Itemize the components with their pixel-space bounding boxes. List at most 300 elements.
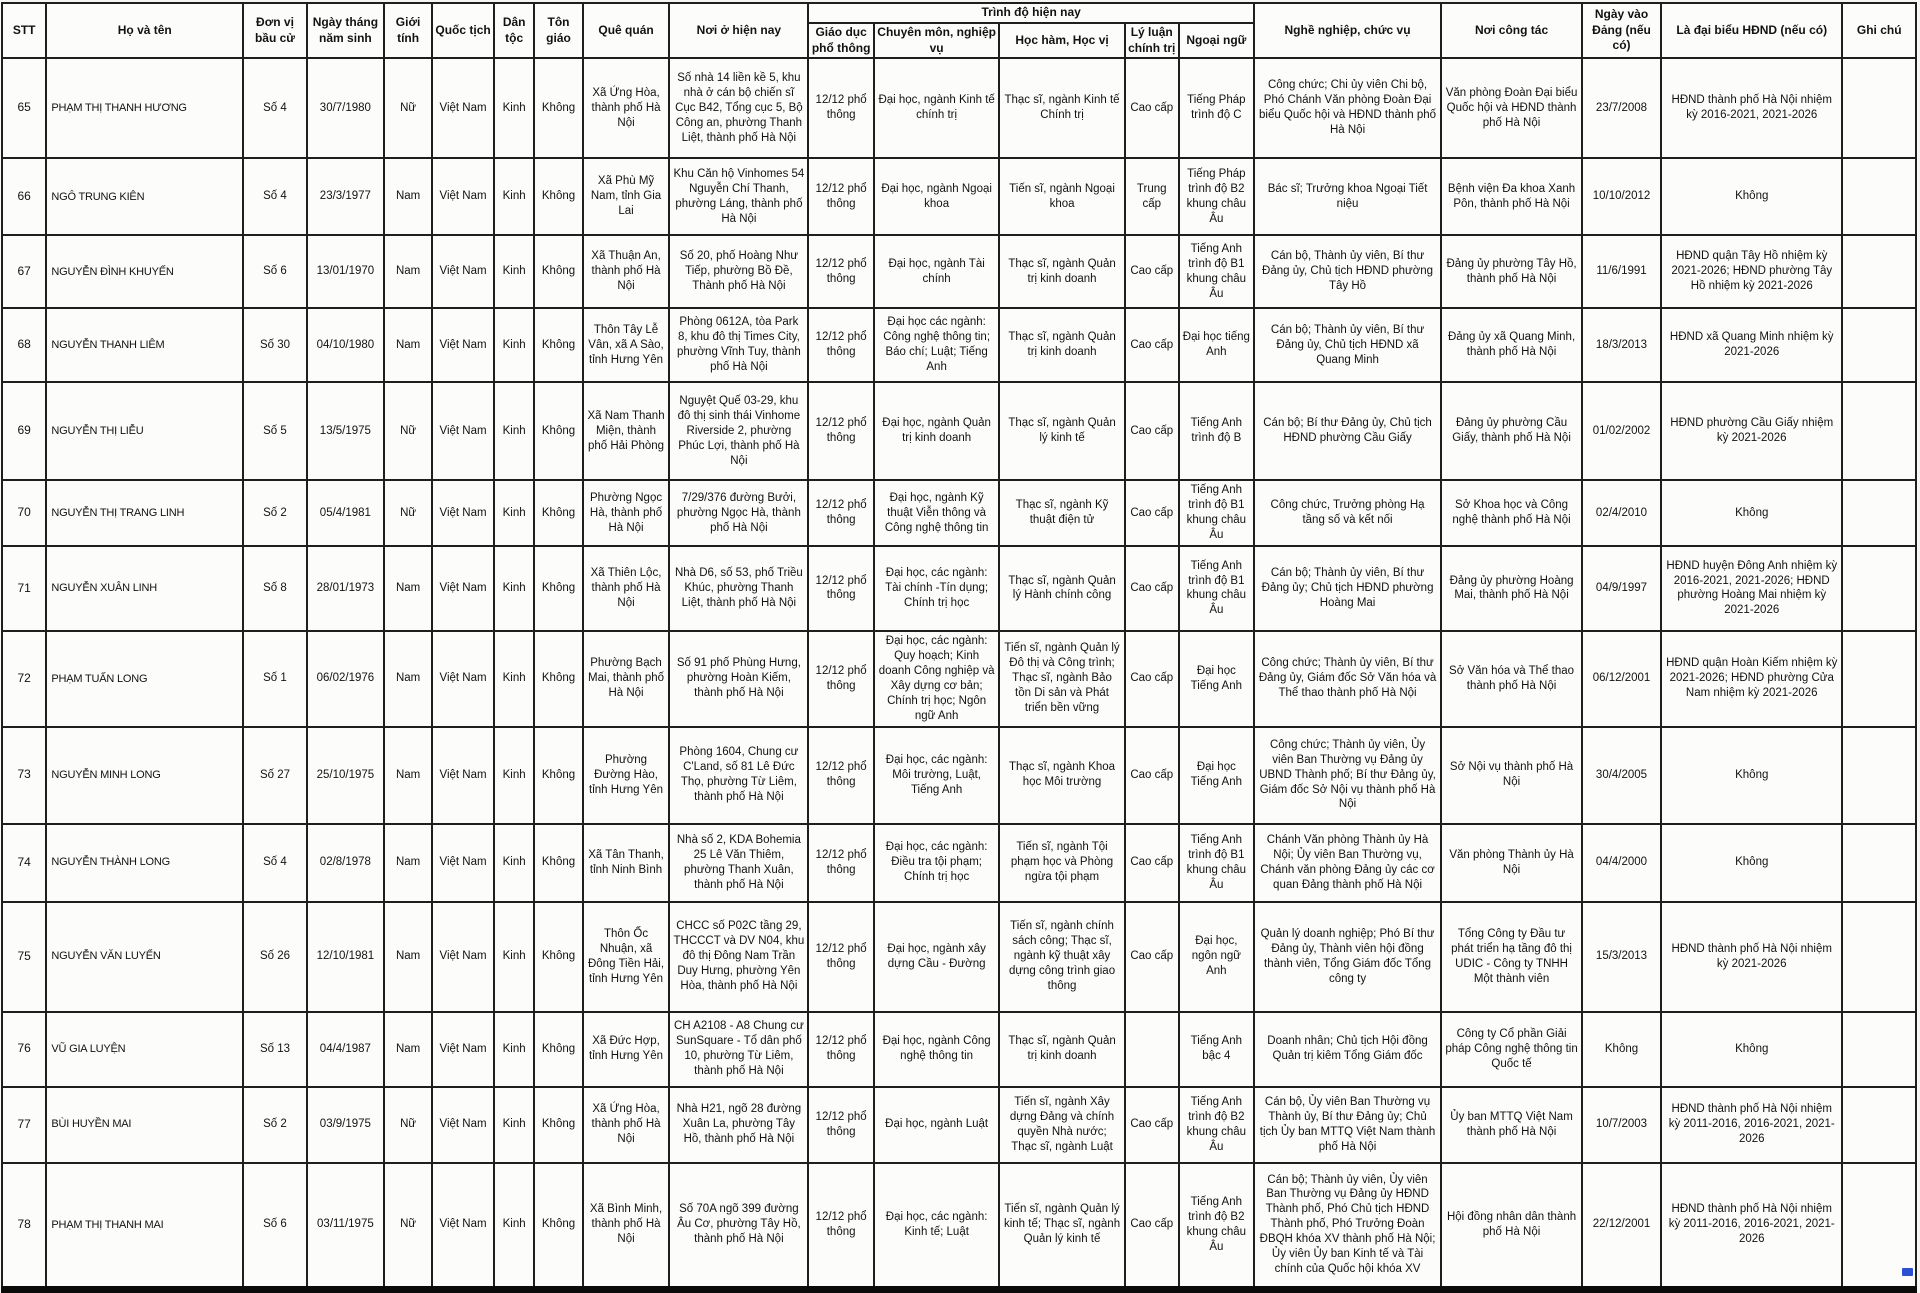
cell-nghe-nghiep: Công chức, Trưởng phòng Hạ tầng số và kết nối — [1254, 480, 1441, 546]
cell-ghi-chu — [1842, 235, 1916, 308]
cell-nghe-nghiep: Công chức; Thành ủy viên, Ủy viên Ban Thường vụ Đảng ủy UBND Thành phố; Bí thư Đảng ủy, Giám đốc Sở Nội vụ thành phố Hà Nội — [1254, 727, 1441, 824]
cell-dan-toc: Kinh — [494, 1163, 535, 1290]
cell-noi-o: Phòng 1604, Chung cư C'Land, số 81 Lê Đức Thọ, phường Từ Liêm, thành phố Hà Nội — [669, 727, 808, 824]
cell-ngoai-ngu: Tiếng Pháp trình độ B2 khung châu Âu — [1179, 158, 1254, 235]
cell-gioi-tinh: Nam — [384, 158, 432, 235]
cell-nghe-nghiep: Cán bộ; Bí thư Đảng ủy, Chủ tịch HĐND phường Cầu Giấy — [1254, 382, 1441, 480]
cell-giao-duc: 12/12 phổ thông — [808, 308, 874, 382]
cell-gioi-tinh: Nữ — [384, 480, 432, 546]
cell-gioi-tinh: Nam — [384, 546, 432, 631]
cell-ngay-sinh: 06/02/1976 — [307, 631, 384, 727]
cell-name: BÙI HUYỀN MAI — [46, 1087, 243, 1163]
cell-que-quan: Phường Đường Hào, tỉnh Hưng Yên — [583, 727, 670, 824]
cell-quoc-tich: Việt Nam — [432, 58, 494, 158]
cell-noi-cong-tac: Tổng Công ty Đầu tư phát triển hạ tầng đô thị UDIC - Công ty TNHH Một thành viên — [1441, 902, 1582, 1012]
cell-ngoai-ngu: Tiếng Anh trình độ B2 khung châu Âu — [1179, 1087, 1254, 1163]
cell-hoc-ham: Thạc sĩ, ngành Quản trị kinh doanh — [999, 308, 1124, 382]
cell-stt: 78 — [2, 1163, 46, 1290]
cell-quoc-tich: Việt Nam — [432, 902, 494, 1012]
cell-hoc-ham: Thạc sĩ, ngành Quản lý Hành chính công — [999, 546, 1124, 631]
cell-dai-bieu-hdnd: HĐND thành phố Hà Nội nhiệm kỳ 2016-2021, 2021-2026 — [1661, 58, 1842, 158]
cell-ngay-vao-dang: Không — [1582, 1012, 1661, 1087]
col-header-ngay-vao-dang: Ngày vào Đảng (nếu có) — [1582, 3, 1661, 58]
cell-dan-toc: Kinh — [494, 308, 535, 382]
cell-noi-o: Số 70A ngõ 399 đường Âu Cơ, phường Tây Hồ, thành phố Hà Nội — [669, 1163, 808, 1290]
cell-chuyen-mon: Đại học, ngành Tài chính — [874, 235, 999, 308]
col-header-chuyen-mon: Chuyên môn, nghiệp vụ — [874, 23, 999, 58]
table-row — [2, 631, 1916, 727]
cell-nghe-nghiep: Chánh Văn phòng Thành ủy Hà Nội; Ủy viên Ban Thường vụ, Chánh văn phòng Đảng ủy các cơ quan Đảng thành phố Hà Nội — [1254, 824, 1441, 902]
table-row — [2, 382, 1916, 480]
table-row — [2, 824, 1916, 902]
col-header-nghe-nghiep: Nghề nghiệp, chức vụ — [1254, 3, 1441, 58]
cell-stt: 73 — [2, 727, 46, 824]
cell-chuyen-mon: Đại học các ngành: Công nghệ thông tin; Báo chí; Luật; Tiếng Anh — [874, 308, 999, 382]
cell-dai-bieu-hdnd: Không — [1661, 480, 1842, 546]
cell-giao-duc: 12/12 phổ thông — [808, 480, 874, 546]
cell-chuyen-mon: Đại học, các ngành: Điều tra tội phạm; Chính trị học — [874, 824, 999, 902]
cell-quoc-tich: Việt Nam — [432, 382, 494, 480]
cell-ngoai-ngu: Tiếng Anh bậc 4 — [1179, 1012, 1254, 1087]
cell-ghi-chu — [1842, 1012, 1916, 1087]
table-row — [2, 235, 1916, 308]
cell-name: NGUYỄN ĐÌNH KHUYẾN — [46, 235, 243, 308]
cell-ly-luan: Cao cấp — [1125, 58, 1179, 158]
cell-que-quan: Xã Ứng Hòa, thành phố Hà Nội — [583, 58, 670, 158]
cell-que-quan: Xã Ứng Hòa, thành phố Hà Nội — [583, 1087, 670, 1163]
cell-noi-o: Nhà D6, số 53, phố Triều Khúc, phường Thanh Liệt, thành phố Hà Nội — [669, 546, 808, 631]
cell-ngay-sinh: 25/10/1975 — [307, 727, 384, 824]
cell-giao-duc: 12/12 phổ thông — [808, 58, 874, 158]
cell-ngay-vao-dang: 02/4/2010 — [1582, 480, 1661, 546]
table-row — [2, 58, 1916, 158]
col-header-gioi-tinh: Giới tính — [384, 3, 432, 58]
col-header-quoc-tich: Quốc tịch — [432, 3, 494, 58]
cell-noi-o: CH A2108 - A8 Chung cư SunSquare - Tổ dân phố 10, phường Từ Liêm, thành phố Hà Nội — [669, 1012, 808, 1087]
cell-noi-o: Phòng 0612A, tòa Park 8, khu đô thị Times City, phường Vĩnh Tuy, thành phố Hà Nội — [669, 308, 808, 382]
cell-dan-toc: Kinh — [494, 382, 535, 480]
cell-que-quan: Xã Đức Hợp, tỉnh Hưng Yên — [583, 1012, 670, 1087]
cell-giao-duc: 12/12 phổ thông — [808, 546, 874, 631]
cell-chuyen-mon: Đại học, ngành Công nghệ thông tin — [874, 1012, 999, 1087]
cell-gioi-tinh: Nữ — [384, 1087, 432, 1163]
cell-chuyen-mon: Đại học, các ngành: Môi trường, Luật, Tiếng Anh — [874, 727, 999, 824]
cell-hoc-ham: Thạc sĩ, ngành Khoa học Môi trường — [999, 727, 1124, 824]
cell-don-vi: Số 4 — [243, 158, 307, 235]
cell-stt: 67 — [2, 235, 46, 308]
cell-chuyen-mon: Đại học, ngành Quản trị kinh doanh — [874, 382, 999, 480]
cell-ly-luan: Cao cấp — [1125, 631, 1179, 727]
table-row — [2, 546, 1916, 631]
cell-noi-cong-tac: Đảng ủy xã Quang Minh, thành phố Hà Nội — [1441, 308, 1582, 382]
cell-noi-o: Số 20, phố Hoàng Như Tiếp, phường Bồ Đề, Thành phố Hà Nội — [669, 235, 808, 308]
cell-que-quan: Xã Thuận An, thành phố Hà Nội — [583, 235, 670, 308]
table-row — [2, 158, 1916, 235]
cell-dai-bieu-hdnd: Không — [1661, 1012, 1842, 1087]
cell-gioi-tinh: Nữ — [384, 382, 432, 480]
cell-giao-duc: 12/12 phổ thông — [808, 1087, 874, 1163]
cell-dai-bieu-hdnd: HĐND quận Hoàn Kiếm nhiệm kỳ 2021-2026; HĐND phường Cửa Nam nhiệm kỳ 2021-2026 — [1661, 631, 1842, 727]
cell-don-vi: Số 4 — [243, 58, 307, 158]
cell-stt: 65 — [2, 58, 46, 158]
cell-gioi-tinh: Nam — [384, 1012, 432, 1087]
cell-ngoai-ngu: Tiếng Anh trình độ B1 khung châu Âu — [1179, 824, 1254, 902]
table-row — [2, 727, 1916, 824]
cell-don-vi: Số 30 — [243, 308, 307, 382]
cell-ghi-chu — [1842, 58, 1916, 158]
cell-ngay-sinh: 02/8/1978 — [307, 824, 384, 902]
cell-ngoai-ngu: Tiếng Pháp trình độ C — [1179, 58, 1254, 158]
cell-don-vi: Số 6 — [243, 235, 307, 308]
cell-que-quan: Xã Bình Minh, thành phố Hà Nội — [583, 1163, 670, 1290]
cell-noi-cong-tac: Hội đồng nhân dân thành phố Hà Nội — [1441, 1163, 1582, 1290]
cell-dan-toc: Kinh — [494, 158, 535, 235]
cell-ton-giao: Không — [534, 1087, 582, 1163]
cell-ly-luan: Trung cấp — [1125, 158, 1179, 235]
cell-ly-luan — [1125, 1012, 1179, 1087]
cell-ngay-vao-dang: 04/9/1997 — [1582, 546, 1661, 631]
cell-ton-giao: Không — [534, 727, 582, 824]
cell-que-quan: Thôn Tây Lễ Vân, xã A Sào, tỉnh Hưng Yên — [583, 308, 670, 382]
cell-ngay-vao-dang: 06/12/2001 — [1582, 631, 1661, 727]
cell-nghe-nghiep: Bác sĩ; Trưởng khoa Ngoại Tiết niệu — [1254, 158, 1441, 235]
cell-ton-giao: Không — [534, 1163, 582, 1290]
cell-ly-luan: Cao cấp — [1125, 382, 1179, 480]
cell-gioi-tinh: Nam — [384, 902, 432, 1012]
cell-name: NGUYỄN THÀNH LONG — [46, 824, 243, 902]
cell-stt: 74 — [2, 824, 46, 902]
cell-noi-cong-tac: Văn phòng Đoàn Đại biểu Quốc hội và HĐND thành phố Hà Nội — [1441, 58, 1582, 158]
cell-dan-toc: Kinh — [494, 727, 535, 824]
cell-ton-giao: Không — [534, 480, 582, 546]
cell-noi-o: 7/29/376 đường Bưởi, phường Ngọc Hà, thành phố Hà Nội — [669, 480, 808, 546]
cell-stt: 72 — [2, 631, 46, 727]
cell-ngoai-ngu: Tiếng Anh trình độ B — [1179, 382, 1254, 480]
col-header-ghi-chu: Ghi chú — [1842, 3, 1916, 58]
table-row — [2, 902, 1916, 1012]
table-header — [2, 3, 1916, 58]
cell-ly-luan: Cao cấp — [1125, 308, 1179, 382]
cell-noi-o: Khu Căn hộ Vinhomes 54 Nguyễn Chí Thanh, phường Láng, thành phố Hà Nội — [669, 158, 808, 235]
cell-chuyen-mon: Đại học, các ngành: Tài chính -Tín dụng; Chính trị học — [874, 546, 999, 631]
cell-dai-bieu-hdnd: Không — [1661, 158, 1842, 235]
cell-dan-toc: Kinh — [494, 1087, 535, 1163]
cell-ngay-sinh: 05/4/1981 — [307, 480, 384, 546]
cell-gioi-tinh: Nam — [384, 235, 432, 308]
cell-noi-o: Số 91 phố Phùng Hưng, phường Hoàn Kiếm, thành phố Hà Nội — [669, 631, 808, 727]
col-header-dai-bieu-hdnd: Là đại biểu HĐND (nếu có) — [1661, 3, 1842, 58]
cell-hoc-ham: Tiến sĩ, ngành Tội phạm học và Phòng ngừa tội phạm — [999, 824, 1124, 902]
col-header-giao-duc: Giáo dục phổ thông — [808, 23, 874, 58]
cell-stt: 75 — [2, 902, 46, 1012]
cell-ngay-vao-dang: 11/6/1991 — [1582, 235, 1661, 308]
cell-noi-o: Nguyệt Quế 03-29, khu đô thị sinh thái Vinhome Riverside 2, phường Phúc Lợi, thành phố Hà Nội — [669, 382, 808, 480]
cell-hoc-ham: Thạc sĩ, ngành Quản trị kinh doanh — [999, 235, 1124, 308]
cell-noi-cong-tac: Sở Văn hóa và Thể thao thành phố Hà Nội — [1441, 631, 1582, 727]
cell-name: NGUYỄN THỊ LIỄU — [46, 382, 243, 480]
cell-don-vi: Số 8 — [243, 546, 307, 631]
cell-giao-duc: 12/12 phổ thông — [808, 1012, 874, 1087]
cell-giao-duc: 12/12 phổ thông — [808, 158, 874, 235]
cell-ton-giao: Không — [534, 158, 582, 235]
cell-don-vi: Số 1 — [243, 631, 307, 727]
cell-quoc-tich: Việt Nam — [432, 631, 494, 727]
col-header-ngay-sinh: Ngày tháng năm sinh — [307, 3, 384, 58]
cell-ghi-chu — [1842, 158, 1916, 235]
cell-dan-toc: Kinh — [494, 1012, 535, 1087]
cell-giao-duc: 12/12 phổ thông — [808, 727, 874, 824]
cell-chuyen-mon: Đại học, ngành Luật — [874, 1087, 999, 1163]
cell-ly-luan: Cao cấp — [1125, 727, 1179, 824]
cell-nghe-nghiep: Cán bộ, Thành ủy viên, Bí thư Đảng ủy, Chủ tịch HĐND phường Tây Hồ — [1254, 235, 1441, 308]
cell-nghe-nghiep: Cán bộ; Thành ủy viên, Bí thư Đảng ủy, Chủ tịch HĐND xã Quang Minh — [1254, 308, 1441, 382]
cell-dan-toc: Kinh — [494, 631, 535, 727]
cell-dan-toc: Kinh — [494, 902, 535, 1012]
cell-name: VŨ GIA LUYỆN — [46, 1012, 243, 1087]
cell-hoc-ham: Tiến sĩ, ngành chính sách công; Thạc sĩ, ngành kỹ thuật xây dựng công trình giao thông — [999, 902, 1124, 1012]
cell-que-quan: Xã Nam Thanh Miện, thành phố Hải Phòng — [583, 382, 670, 480]
cell-giao-duc: 12/12 phổ thông — [808, 1163, 874, 1290]
cell-don-vi: Số 2 — [243, 1087, 307, 1163]
cell-don-vi: Số 5 — [243, 382, 307, 480]
col-header-ly-luan: Lý luận chính trị — [1125, 23, 1179, 58]
cell-quoc-tich: Việt Nam — [432, 480, 494, 546]
cell-chuyen-mon: Đại học, ngành Kỹ thuật Viễn thông và Công nghệ thông tin — [874, 480, 999, 546]
col-header-ngoai-ngu: Ngoại ngữ — [1179, 23, 1254, 58]
cell-dai-bieu-hdnd: HĐND xã Quang Minh nhiệm kỳ 2021-2026 — [1661, 308, 1842, 382]
cell-que-quan: Phường Ngọc Hà, thành phố Hà Nội — [583, 480, 670, 546]
cell-dan-toc: Kinh — [494, 824, 535, 902]
cell-dai-bieu-hdnd: HĐND thành phố Hà Nội nhiệm kỳ 2011-2016, 2016-2021, 2021-2026 — [1661, 1163, 1842, 1290]
cell-nghe-nghiep: Công chức; Thành ủy viên, Bí thư Đảng ủy, Giám đốc Sở Văn hóa và Thể thao thành phố Hà Nội — [1254, 631, 1441, 727]
cell-giao-duc: 12/12 phổ thông — [808, 902, 874, 1012]
cell-hoc-ham: Tiến sĩ, ngành Quản lý Đô thị và Công trình; Thạc sĩ, ngành Bảo tồn Di sản và Phát triển bền vững — [999, 631, 1124, 727]
cell-chuyen-mon: Đại học, ngành xây dựng Cầu - Đường — [874, 902, 999, 1012]
cell-ghi-chu — [1842, 631, 1916, 727]
cell-chuyen-mon: Đại học, ngành Kinh tế chính trị — [874, 58, 999, 158]
cell-name: PHẠM THỊ THANH MAI — [46, 1163, 243, 1290]
cell-ngay-sinh: 04/4/1987 — [307, 1012, 384, 1087]
cell-que-quan: Thôn Ốc Nhuận, xã Đông Tiền Hải, tỉnh Hưng Yên — [583, 902, 670, 1012]
cell-noi-cong-tac: Đảng ủy phường Cầu Giấy, thành phố Hà Nội — [1441, 382, 1582, 480]
cell-dai-bieu-hdnd: HĐND phường Cầu Giấy nhiệm kỳ 2021-2026 — [1661, 382, 1842, 480]
cell-ton-giao: Không — [534, 546, 582, 631]
cell-name: NGUYỄN XUÂN LINH — [46, 546, 243, 631]
cell-dan-toc: Kinh — [494, 235, 535, 308]
cell-gioi-tinh: Nữ — [384, 1163, 432, 1290]
cell-quoc-tich: Việt Nam — [432, 235, 494, 308]
delegate-info-table — [1, 2, 1917, 1293]
table-body — [2, 58, 1916, 1289]
cell-gioi-tinh: Nam — [384, 727, 432, 824]
cell-gioi-tinh: Nam — [384, 308, 432, 382]
cell-quoc-tich: Việt Nam — [432, 546, 494, 631]
cell-name: PHẠM TUẤN LONG — [46, 631, 243, 727]
cell-name: NGUYỄN THỊ TRANG LINH — [46, 480, 243, 546]
col-header-hoc-ham: Học hàm, Học vị — [999, 23, 1124, 58]
table-row — [2, 1163, 1916, 1290]
col-header-noi-cong-tac: Nơi công tác — [1441, 3, 1582, 58]
table-row — [2, 1012, 1916, 1087]
col-header-don-vi: Đơn vị bầu cử — [243, 3, 307, 58]
cell-chuyen-mon: Đại học, các ngành: Quy hoạch; Kinh doanh Công nghiệp và Xây dựng cơ bản; Chính trị học; Ngôn ngữ Anh — [874, 631, 999, 727]
cell-que-quan: Xã Phù Mỹ Nam, tỉnh Gia Lai — [583, 158, 670, 235]
col-header-noi-o: Nơi ở hiện nay — [669, 3, 808, 58]
cell-ngay-vao-dang: 15/3/2013 — [1582, 902, 1661, 1012]
cell-ngay-sinh: 03/9/1975 — [307, 1087, 384, 1163]
cell-ngay-sinh: 28/01/1973 — [307, 546, 384, 631]
cell-ngoai-ngu: Đại học, ngôn ngữ Anh — [1179, 902, 1254, 1012]
cell-ngay-vao-dang: 10/7/2003 — [1582, 1087, 1661, 1163]
cell-noi-cong-tac: Sở Khoa học và Công nghệ thành phố Hà Nội — [1441, 480, 1582, 546]
cell-giao-duc: 12/12 phổ thông — [808, 382, 874, 480]
cell-ngoai-ngu: Đại học tiếng Anh — [1179, 308, 1254, 382]
cell-ngoai-ngu: Tiếng Anh trình độ B1 khung châu Âu — [1179, 546, 1254, 631]
cell-hoc-ham: Tiến sĩ, ngành Xây dựng Đảng và chính quyền Nhà nước; Thạc sĩ, ngành Luật — [999, 1087, 1124, 1163]
cell-ton-giao: Không — [534, 382, 582, 480]
scanned-document-page — [0, 2, 1918, 1279]
cell-nghe-nghiep: Công chức; Chi ủy viên Chi bộ, Phó Chánh Văn phòng Đoàn Đại biểu Quốc hội và HĐND thành phố Hà Nội — [1254, 58, 1441, 158]
cell-noi-cong-tac: Công ty Cổ phần Giải pháp Công nghệ thông tin Quốc tế — [1441, 1012, 1582, 1087]
cell-ly-luan: Cao cấp — [1125, 235, 1179, 308]
cell-ngay-sinh: 03/11/1975 — [307, 1163, 384, 1290]
cell-ly-luan: Cao cấp — [1125, 824, 1179, 902]
cell-ghi-chu — [1842, 1087, 1916, 1163]
cell-quoc-tich: Việt Nam — [432, 308, 494, 382]
cell-ngay-sinh: 13/5/1975 — [307, 382, 384, 480]
cell-quoc-tich: Việt Nam — [432, 1087, 494, 1163]
cell-ton-giao: Không — [534, 824, 582, 902]
cell-ngay-sinh: 30/7/1980 — [307, 58, 384, 158]
col-header-stt: STT — [2, 3, 46, 58]
cell-don-vi: Số 6 — [243, 1163, 307, 1290]
cell-stt: 77 — [2, 1087, 46, 1163]
cell-ly-luan: Cao cấp — [1125, 1163, 1179, 1290]
cell-hoc-ham: Thạc sĩ, ngành Quản lý kinh tế — [999, 382, 1124, 480]
cell-ngay-vao-dang: 30/4/2005 — [1582, 727, 1661, 824]
cell-ngoai-ngu: Tiếng Anh trình độ B1 khung châu Âu — [1179, 235, 1254, 308]
cell-noi-cong-tac: Ủy ban MTTQ Việt Nam thành phố Hà Nội — [1441, 1087, 1582, 1163]
cell-ngay-sinh: 12/10/1981 — [307, 902, 384, 1012]
cell-don-vi: Số 26 — [243, 902, 307, 1012]
cell-quoc-tich: Việt Nam — [432, 727, 494, 824]
col-header-que-quan: Quê quán — [583, 3, 670, 58]
cell-noi-o: CHCC số P02C tầng 29, THCCCT và DV N04, khu đô thị Đông Nam Trần Duy Hưng, phường Yên Hòa, thành phố Hà Nội — [669, 902, 808, 1012]
cell-ly-luan: Cao cấp — [1125, 480, 1179, 546]
cell-ly-luan: Cao cấp — [1125, 902, 1179, 1012]
cell-que-quan: Phường Bạch Mai, thành phố Hà Nội — [583, 631, 670, 727]
cell-ghi-chu — [1842, 902, 1916, 1012]
cell-dai-bieu-hdnd: HĐND huyện Đông Anh nhiệm kỳ 2016-2021, 2021-2026; HĐND phường Hoàng Mai nhiệm kỳ 2021-2026 — [1661, 546, 1842, 631]
cell-stt: 71 — [2, 546, 46, 631]
cell-dan-toc: Kinh — [494, 546, 535, 631]
scan-artifact-mark — [1902, 1268, 1913, 1276]
cell-ngay-vao-dang: 23/7/2008 — [1582, 58, 1661, 158]
cell-name: PHẠM THỊ THANH HƯƠNG — [46, 58, 243, 158]
cell-hoc-ham: Tiến sĩ, ngành Quản lý kinh tế; Thạc sĩ, ngành Quản lý kinh tế — [999, 1163, 1124, 1290]
cell-ton-giao: Không — [534, 58, 582, 158]
cell-noi-cong-tac: Văn phòng Thành ủy Hà Nội — [1441, 824, 1582, 902]
cell-noi-cong-tac: Đảng ủy phường Tây Hồ, thành phố Hà Nội — [1441, 235, 1582, 308]
cell-stt: 69 — [2, 382, 46, 480]
cell-noi-cong-tac: Đảng ủy phường Hoàng Mai, thành phố Hà Nội — [1441, 546, 1582, 631]
cell-ngoai-ngu: Tiếng Anh trình độ B1 khung châu Âu — [1179, 480, 1254, 546]
cell-ly-luan: Cao cấp — [1125, 1087, 1179, 1163]
cell-ngoai-ngu: Tiếng Anh trình độ B2 khung châu Âu — [1179, 1163, 1254, 1290]
cell-ly-luan: Cao cấp — [1125, 546, 1179, 631]
cell-quoc-tich: Việt Nam — [432, 824, 494, 902]
cell-dai-bieu-hdnd: HĐND thành phố Hà Nội nhiệm kỳ 2021-2026 — [1661, 902, 1842, 1012]
cell-ngay-vao-dang: 01/02/2002 — [1582, 382, 1661, 480]
cell-que-quan: Xã Tân Thanh, tỉnh Ninh Bình — [583, 824, 670, 902]
cell-ngay-vao-dang: 10/10/2012 — [1582, 158, 1661, 235]
cell-name: NGUYỄN THANH LIÊM — [46, 308, 243, 382]
cell-ghi-chu — [1842, 824, 1916, 902]
col-header-dan-toc: Dân tộc — [494, 3, 535, 58]
col-header-name: Họ và tên — [46, 3, 243, 58]
cell-ton-giao: Không — [534, 902, 582, 1012]
col-header-ton-giao: Tôn giáo — [534, 3, 582, 58]
cell-dai-bieu-hdnd: Không — [1661, 727, 1842, 824]
cell-ngay-vao-dang: 18/3/2013 — [1582, 308, 1661, 382]
cell-ton-giao: Không — [534, 235, 582, 308]
cell-ngay-vao-dang: 22/12/2001 — [1582, 1163, 1661, 1290]
cell-ghi-chu — [1842, 480, 1916, 546]
col-header-group-trinh-do: Trình độ hiện nay — [808, 3, 1254, 23]
cell-ghi-chu — [1842, 727, 1916, 824]
cell-stt: 68 — [2, 308, 46, 382]
cell-quoc-tich: Việt Nam — [432, 1012, 494, 1087]
cell-ngay-sinh: 04/10/1980 — [307, 308, 384, 382]
cell-hoc-ham: Thạc sĩ, ngành Quản trị kinh doanh — [999, 1012, 1124, 1087]
cell-name: NGUYỄN MINH LONG — [46, 727, 243, 824]
cell-dan-toc: Kinh — [494, 58, 535, 158]
cell-stt: 70 — [2, 480, 46, 546]
cell-ngoai-ngu: Đại học Tiếng Anh — [1179, 727, 1254, 824]
cell-ton-giao: Không — [534, 631, 582, 727]
cell-gioi-tinh: Nữ — [384, 58, 432, 158]
cell-stt: 66 — [2, 158, 46, 235]
cell-ngay-sinh: 23/3/1977 — [307, 158, 384, 235]
cell-noi-cong-tac: Sở Nội vụ thành phố Hà Nội — [1441, 727, 1582, 824]
cell-ghi-chu — [1842, 546, 1916, 631]
cell-nghe-nghiep: Cán bộ; Thành ủy viên, Ủy viên Ban Thường vụ Đảng ủy HĐND Thành phố, Phó Chủ tịch HĐND Thành phố, Phó Trưởng Đoàn ĐBQH khóa XV thành phố Hà Nội; Ủy viên Ủy ban Kinh tế và Tài chính của Quốc hội khóa XV — [1254, 1163, 1441, 1290]
cell-ngay-sinh: 13/01/1970 — [307, 235, 384, 308]
cell-ngoai-ngu: Đại học Tiếng Anh — [1179, 631, 1254, 727]
cell-ton-giao: Không — [534, 1012, 582, 1087]
cell-noi-o: Nhà H21, ngõ 28 đường Xuân La, phường Tây Hồ, thành phố Hà Nội — [669, 1087, 808, 1163]
cell-gioi-tinh: Nam — [384, 824, 432, 902]
cell-don-vi: Số 4 — [243, 824, 307, 902]
cell-nghe-nghiep: Doanh nhân; Chủ tịch Hội đồng Quản trị kiêm Tổng Giám đốc — [1254, 1012, 1441, 1087]
cell-noi-o: Số nhà 14 liền kề 5, khu nhà ở cán bộ chiến sĩ Cục B42, Tổng cục 5, Bộ Công an, phường Thanh Liệt, thành phố Hà Nội — [669, 58, 808, 158]
cell-hoc-ham: Tiến sĩ, ngành Ngoại khoa — [999, 158, 1124, 235]
cell-giao-duc: 12/12 phổ thông — [808, 631, 874, 727]
cell-stt: 76 — [2, 1012, 46, 1087]
table-row — [2, 308, 1916, 382]
cell-don-vi: Số 27 — [243, 727, 307, 824]
cell-hoc-ham: Thạc sĩ, ngành Kỹ thuật điện tử — [999, 480, 1124, 546]
cell-noi-o: Nhà số 2, KDA Bohemia 25 Lê Văn Thiêm, phường Thanh Xuân, thành phố Hà Nội — [669, 824, 808, 902]
cell-ngay-vao-dang: 04/4/2000 — [1582, 824, 1661, 902]
cell-name: NGUYỄN VĂN LUYẾN — [46, 902, 243, 1012]
cell-giao-duc: 12/12 phổ thông — [808, 235, 874, 308]
cell-ghi-chu — [1842, 308, 1916, 382]
cell-giao-duc: 12/12 phổ thông — [808, 824, 874, 902]
cell-ghi-chu — [1842, 382, 1916, 480]
cell-dai-bieu-hdnd: Không — [1661, 824, 1842, 902]
cell-don-vi: Số 2 — [243, 480, 307, 546]
